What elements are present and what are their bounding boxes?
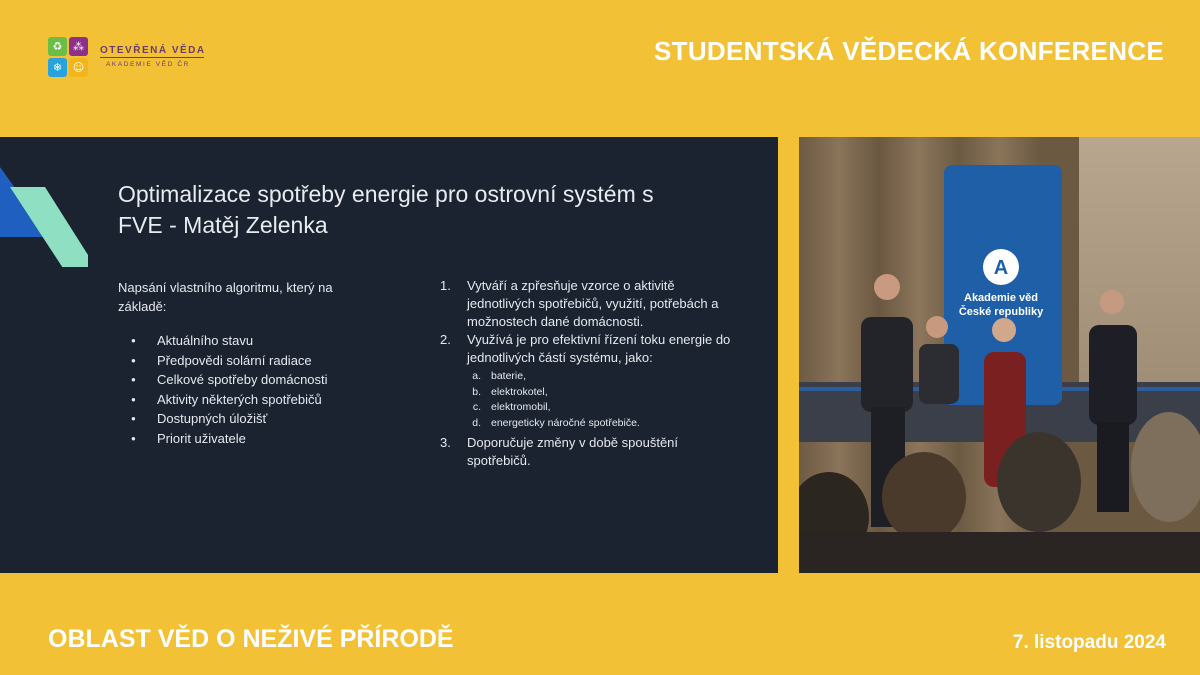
snowflake-icon: ❄ bbox=[48, 58, 67, 77]
speaker-head bbox=[874, 274, 900, 300]
event-date: 7. listopadu 2024 bbox=[1012, 632, 1166, 653]
item-text: Využívá je pro efektivní řízení toku energie do jednotlivých částí systému, jako: bbox=[467, 332, 731, 365]
audience-row bbox=[799, 532, 1200, 573]
sublist-letter: b. bbox=[472, 385, 481, 398]
logo-subtitle: AKADEMIE VĚD ČR bbox=[106, 61, 190, 68]
item-number: 2. bbox=[440, 332, 451, 347]
slide-intro: Napsání vlastního algoritmu, který na základě: bbox=[118, 280, 333, 314]
sublist-letter: d. bbox=[472, 416, 481, 429]
science-field-title: OBLAST VĚD O NEŽIVÉ PŘÍRODĚ bbox=[48, 625, 454, 653]
logo-title: OTEVŘENÁ VĚDA bbox=[100, 45, 206, 56]
sublist-item bbox=[467, 416, 740, 432]
presentation-slide bbox=[0, 137, 778, 573]
item-number: 1. bbox=[440, 278, 451, 293]
logo-icon-grid bbox=[48, 37, 88, 77]
speaker-body bbox=[861, 317, 913, 412]
banner-logo-letter: A bbox=[993, 257, 1009, 279]
bullet-list bbox=[131, 331, 328, 448]
sublist-letter: c. bbox=[472, 401, 481, 413]
bullet-item: ● Aktivity některých spotřebičů bbox=[131, 390, 328, 410]
numbered-item bbox=[440, 331, 740, 431]
bullet-item: ● Aktuálního stavu bbox=[131, 331, 328, 351]
numbered-list bbox=[440, 277, 740, 470]
numbered-item bbox=[440, 277, 740, 331]
slide-decoration bbox=[0, 167, 100, 267]
audience-head bbox=[882, 452, 966, 542]
recycle-icon: ♻ bbox=[48, 37, 67, 56]
conference-title: STUDENTSKÁ VĚDECKÁ KONFERENCE bbox=[654, 36, 1164, 66]
sublist-item bbox=[467, 369, 740, 385]
bullet-item: ● Dostupných úložišť bbox=[131, 409, 328, 429]
audience-head bbox=[997, 432, 1081, 532]
sublist-letter: a. bbox=[472, 370, 481, 382]
otevrena-veda-logo bbox=[48, 37, 208, 79]
stage-photo bbox=[799, 137, 1200, 573]
sublist-text: energeticky náročné spotřebiče. bbox=[491, 416, 640, 429]
bullet-item: ● Předpovědi solární radiace bbox=[131, 351, 328, 371]
item-text: Doporučuje změny v době spouštění spotřebičů. bbox=[467, 435, 679, 468]
sublist-text: elektromobil, bbox=[491, 401, 551, 413]
speaker-head bbox=[1100, 290, 1124, 314]
bullet-item: ● Celkové spotřeby domácnosti bbox=[131, 370, 328, 390]
sublist-text: elektrokotel, bbox=[491, 385, 548, 398]
lettered-sublist bbox=[467, 369, 740, 431]
slide-title: Optimalizace spotřeby energie pro ostrovní systém s FVE - Matěj Zelenka bbox=[118, 181, 654, 238]
seated-person-body bbox=[919, 344, 959, 404]
sublist-text: baterie, bbox=[491, 370, 527, 382]
speaker-video-feed bbox=[799, 137, 1200, 573]
item-text: Vytváří a zpřesňuje vzorce o aktivitě jednotlivých spotřebičů, využití, potřebách a možnostech dané domácnosti. bbox=[467, 278, 719, 329]
banner-text-line2: České republiky bbox=[958, 306, 1044, 318]
speaker-body bbox=[1089, 325, 1137, 425]
banner-text-line1: Akademie věd bbox=[964, 292, 1038, 304]
speaker-legs bbox=[1097, 422, 1129, 512]
speaker-head bbox=[992, 318, 1016, 342]
seated-person-head bbox=[926, 316, 948, 338]
gear-face-icon: ☺ bbox=[69, 58, 88, 77]
item-number: 3. bbox=[440, 435, 451, 450]
sublist-item bbox=[467, 385, 740, 401]
bullet-item: ● Priorit uživatele bbox=[131, 429, 328, 449]
numbered-item bbox=[440, 434, 740, 470]
molecule-icon: ⁂ bbox=[69, 37, 88, 56]
logo-divider bbox=[100, 57, 204, 58]
sublist-item bbox=[467, 400, 740, 416]
